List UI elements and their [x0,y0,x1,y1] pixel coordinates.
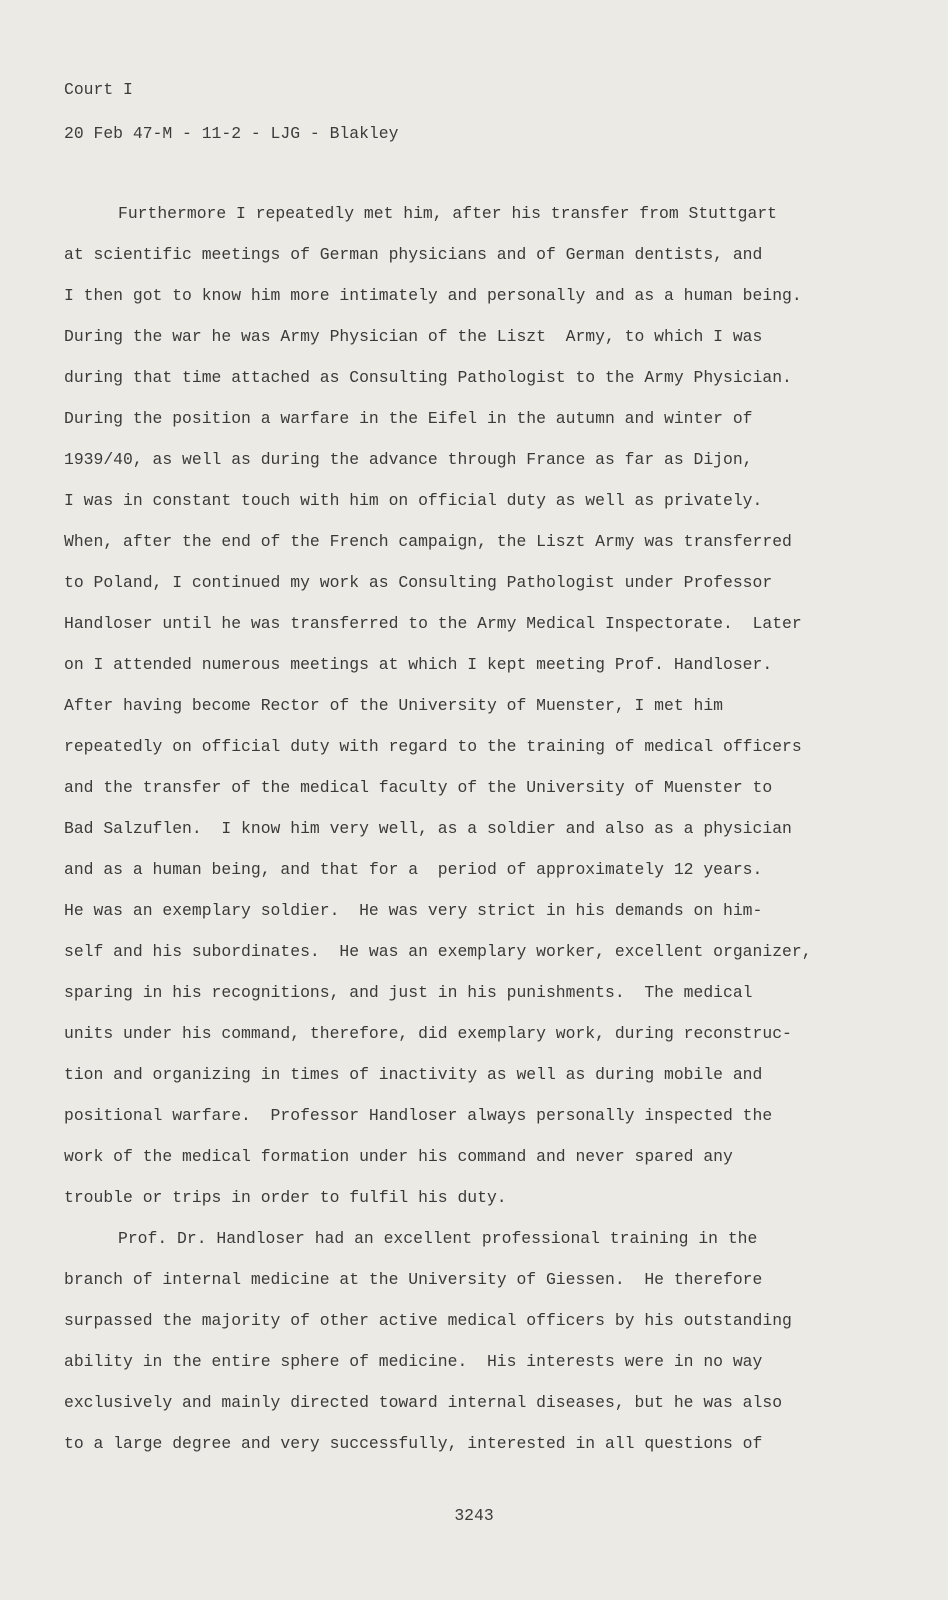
body-line: Prof. Dr. Handloser had an excellent professional training in the [118,1229,758,1248]
body-line: during that time attached as Consulting Pathologist to the Army Physician. [64,368,792,387]
body-line: Bad Salzuflen. I know him very well, as a soldier and also as a physician [64,819,792,838]
court-label: Court I [64,80,133,99]
body-line: Handloser until he was transferred to the Army Medical Inspectorate. Later [64,614,802,633]
body-line: exclusively and mainly directed toward internal diseases, but he was also [64,1393,783,1412]
body-line: at scientific meetings of German physicians and of German dentists, and [64,245,763,264]
body-line: He was an exemplary soldier. He was very strict in his demands on him- [64,901,763,920]
body-line: I then got to know him more intimately and personally and as a human being. [64,286,802,305]
body-line: branch of internal medicine at the University of Giessen. He therefore [64,1270,763,1289]
body-line: on I attended numerous meetings at which I kept meeting Prof. Handloser. [64,655,773,674]
body-line: During the war he was Army Physician of the Liszt Army, to which I was [64,327,763,346]
body-line: to a large degree and very successfully, interested in all questions of [64,1434,763,1453]
body-line: and as a human being, and that for a period of approximately 12 years. [64,860,763,879]
body-line: ability in the entire sphere of medicine. His interests were in no way [64,1352,763,1371]
body-line: During the position a warfare in the Eifel in the autumn and winter of [64,409,753,428]
body-line: positional warfare. Professor Handloser always personally inspected the [64,1106,773,1125]
body-line: 1939/40, as well as during the advance through France as far as Dijon, [64,450,753,469]
body-line: work of the medical formation under his command and never spared any [64,1147,733,1166]
body-line: units under his command, therefore, did exemplary work, during reconstruc- [64,1024,792,1043]
page-number: 3243 [454,1506,494,1525]
body-line: surpassed the majority of other active medical officers by his outstanding [64,1311,792,1330]
body-line: to Poland, I continued my work as Consulting Pathologist under Professor [64,573,773,592]
body-line: Furthermore I repeatedly met him, after his transfer from Stuttgart [118,204,778,223]
body-line: tion and organizing in times of inactivity as well as during mobile and [64,1065,763,1084]
body-line: repeatedly on official duty with regard to the training of medical officers [64,737,802,756]
body-line: and the transfer of the medical faculty of the University of Muenster to [64,778,773,797]
body-line: When, after the end of the French campaign, the Liszt Army was transferred [64,532,792,551]
body-line: sparing in his recognitions, and just in his punishments. The medical [64,983,753,1002]
dateline: 20 Feb 47-M - 11-2 - LJG - Blakley [64,124,399,143]
body-line: After having become Rector of the University of Muenster, I met him [64,696,724,715]
body-line: self and his subordinates. He was an exemplary worker, excellent organizer, [64,942,812,961]
body-line: I was in constant touch with him on official duty as well as privately. [64,491,763,510]
body-line: trouble or trips in order to fulfil his duty. [64,1188,507,1207]
